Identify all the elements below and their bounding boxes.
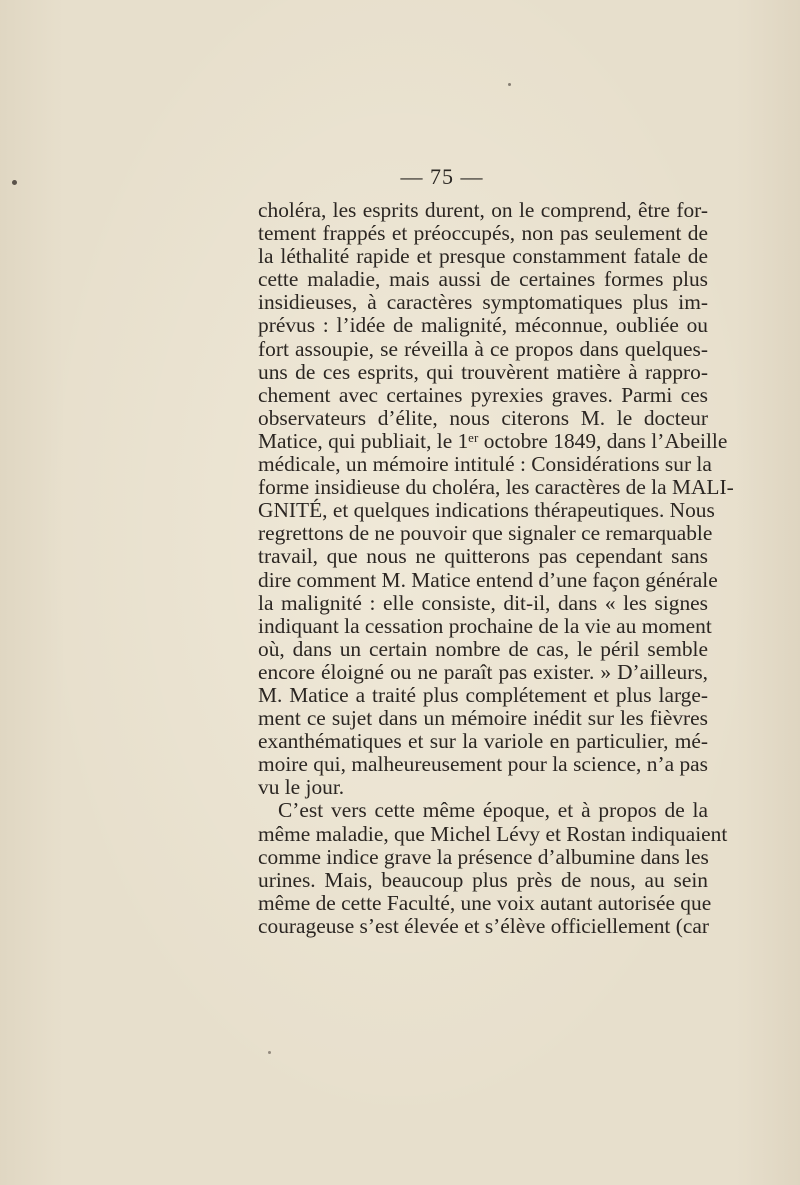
- text-line: forme insidieuse du choléra, les caractères de la MALI-: [258, 475, 734, 500]
- page-number: — 75 —: [400, 164, 484, 189]
- text-line: la malignité : elle consiste, dit-il, dans « les signes: [258, 590, 708, 615]
- text-line: tement frappés et préoccupés, non pas seulement de: [258, 221, 708, 246]
- text-line: prévus : l’idée de malignité, méconnue, oubliée ou: [258, 313, 708, 338]
- margin-speck: [12, 180, 17, 185]
- text-line: la léthalité rapide et presque constamment fatale de: [258, 244, 708, 269]
- text-line: M. Matice a traité plus complétement et plus large-: [258, 682, 708, 707]
- text-line: chement avec certaines pyrexies graves. Parmi ces: [258, 382, 708, 407]
- margin-speck: [508, 83, 511, 86]
- text-line: C’est vers cette même époque, et à propos de la: [278, 798, 708, 823]
- text-line: GNITÉ, et quelques indications thérapeutiques. Nous: [258, 498, 715, 523]
- text-line: où, dans un certain nombre de cas, le péril semble: [258, 636, 708, 661]
- text-line: ment ce sujet dans un mémoire inédit sur les fièvres: [258, 706, 708, 731]
- text-line: comme indice grave la présence d’albumine dans les: [258, 844, 709, 869]
- margin-speck: [268, 1051, 271, 1054]
- text-line: courageuse s’est élevée et s’élève officiellement (car: [258, 913, 709, 938]
- body-text: [258, 198, 734, 938]
- text-line: même maladie, que Michel Lévy et Rostan indiquaient: [258, 821, 728, 846]
- text-line: insidieuses, à caractères symptomatiques plus im-: [258, 290, 708, 315]
- text-line: dire comment M. Matice entend d’une façon générale: [258, 567, 718, 592]
- text-line: cette maladie, mais aussi de certaines formes plus: [258, 267, 708, 292]
- text-line: indiquant la cessation prochaine de la vie au moment: [258, 613, 712, 638]
- text-line: observateurs d’élite, nous citerons M. le docteur: [258, 405, 708, 430]
- text-line: vu le jour.: [258, 775, 345, 800]
- text-line: moire qui, malheureusement pour la science, n’a pas: [258, 752, 708, 777]
- text-line: encore éloigné ou ne paraît pas exister. » D’ailleurs,: [258, 659, 708, 684]
- text-line: Matice, qui publiait, le 1ᵉʳ octobre 1849, dans l’Abeille: [258, 428, 728, 453]
- text-line: regrettons de ne pouvoir que signaler ce remarquable: [258, 521, 713, 546]
- text-line: fort assoupie, se réveilla à ce propos dans quelques-: [258, 336, 708, 361]
- text-line: médicale, un mémoire intitulé : Considérations sur la: [258, 452, 712, 477]
- text-line: exanthématiques et sur la variole en particulier, mé-: [258, 729, 708, 754]
- text-line: uns de ces esprits, qui trouvèrent matière à rappro-: [258, 359, 708, 384]
- text-line: même de cette Faculté, une voix autant autorisée que: [258, 890, 712, 915]
- text-line: urines. Mais, beaucoup plus près de nous, au sein: [258, 867, 708, 892]
- text-line: choléra, les esprits durent, on le comprend, être for-: [258, 198, 708, 222]
- text-line: travail, que nous ne quitterons pas cependant sans: [258, 544, 708, 569]
